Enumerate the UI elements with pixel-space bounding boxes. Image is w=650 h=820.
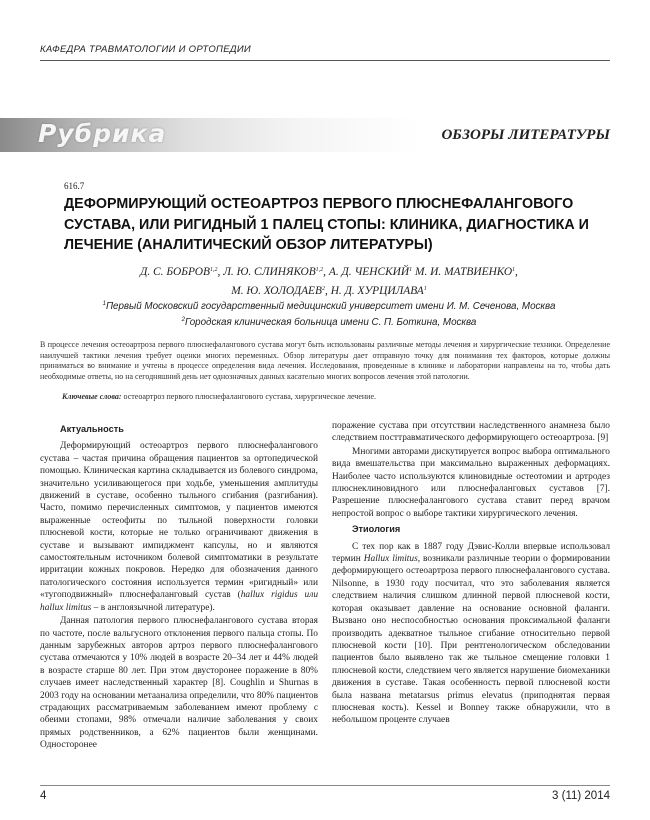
abstract: В процессе лечения остеоартроза первого плюснефалангового сустава могут быть использованы различные методы лечения и хирургические техники. Определение наилучшей тактики лечения требует оценки многих переменных. Обзор литературы дает отправную точку для понимания тех факторов, которые должны приниматься во внимание и учтены в процессе определения вида лечения. Исследования, проведенные в клинике и лаборатории направлены на то, чтобы дать необходимые ответы, но на сегодняшний день нет однозначных данных касательно многих вопросов лечения этой патологии. bbox=[40, 340, 610, 381]
paragraph: С тех пор как в 1887 году Дэвис-Колли впервые использовал термин Hallux limitus, возникали различные теории о формировании деформирующего остеоартроза первого плюснефалангового сустава. Nilsonne, в 1930 году посчитал, что это заболевания является следствием наличия слишком длинной первой плюсневой кости, которая оказывает давление на основание основной фаланги. Вызвано оно неспособностью основания проксимальной фаланги производить адекватное тыльное сгибание относительно первой плюсневой кости [10]. При рентгенологическом обследовании пациентов было выявлено так же тыльное смещение головки 1 плюсневой кости, следствием чего является нарушение биомеханики движения в суставе. Такая особенность первой плюсневой кости была названа metatarsus primus elevatus (приподнятая первая плюсневая кость). Kessel и Bonney также обнаружили, что в небольшом проценте случаев bbox=[332, 541, 610, 726]
author-list bbox=[64, 262, 594, 300]
page-number: 4 bbox=[40, 790, 47, 802]
section-title: ОБЗОРЫ ЛИТЕРАТУРЫ bbox=[441, 127, 610, 143]
header-divider bbox=[40, 60, 610, 61]
author: М. И. МАТВИЕНКО$^1$, bbox=[414, 266, 518, 278]
section-heading-etiology: Этиология bbox=[352, 524, 401, 535]
keywords-label: Ключевые слова: bbox=[62, 392, 122, 401]
left-column bbox=[40, 420, 318, 753]
paragraph: Многими авторами дискутируется вопрос выбора оптимального вида вмешательства при максимально выраженных деформациях. Наиболее часто используются клиновидные остеотомии и артродез плюснеклиновидного или плюснефаланговых суставов [7]. Разрешение плюснефалангового сустава ставит перед врачом непростой вопрос о выборе тактики хирургического лечения. bbox=[332, 446, 610, 519]
paragraph: поражение сустава при отсутствии наследственного анамнеза было следствием посттравматического деформирующего остеоартроза. [9] bbox=[332, 421, 610, 444]
author: Д. С. БОБРОВ$^{1,2}$, bbox=[140, 266, 224, 278]
affiliation: $^1$Первый Московский государственный медицинский университет имени И. М. Сеченова, Москва bbox=[102, 301, 556, 312]
author: Н. Д. ХУРЦИЛАВА$^1$ bbox=[330, 285, 427, 297]
keywords bbox=[62, 392, 602, 403]
paragraph: Данная патология первого плюснефалангового сустава вторая по частоте, после вальгусного отклонения первого пальца стопы. По данным зарубежных авторов артроз первого плюснефалангового сустава отмечаются у 10% людей в возрасте 20–34 лет и 44% людей в возрасте старше 80 лет. При этом двусторонее поражение в 80% случаев имеет наследственный характер [8]. Coughlin и Shurnas в 2003 году на основании метаанализа определили, что 80% пациентов страдающих рассматриваемым заболеванием имеют проблему с обеими стопами, 98% отмечали наличие заболевания у своих прямых родственников, а 62% пациентов были женщинами. Односторонее bbox=[40, 616, 318, 751]
affiliations bbox=[64, 298, 594, 329]
article-title: ДЕФОРМИРУЮЩИЙ ОСТЕОАРТРОЗ ПЕРВОГО ПЛЮСНЕФАЛАНГОВОГО СУСТАВА, ИЛИ РИГИДНЫЙ 1 ПАЛЕЦ СТОПЫ: КЛИНИКА, ДИАГНОСТИКА И ЛЕЧЕНИЕ (АНАЛИТИЧЕСКИЙ ОБЗОР ЛИТЕРАТУРЫ) bbox=[64, 196, 589, 253]
footer-divider bbox=[40, 785, 610, 786]
paragraph: Деформирующий остеоартроз первого плюснефалангового сустава – частая причина обращения пациентов за ортопедической помощью. Клиническая картина складывается из болевого синдрома, значительно усиливающегося при ходьбе, уменьшения амплитуды движений в суставе, особенно тыльного сгибания (разгибания). Часто, помимо перечисленных симптомов, у пациентов имеются выраженные остеофиты по тыльной поверхности головки плюсневой кости, которые не только ограничивают движения в суставе и вызывают импиджмент капсулы, но и являются самостоятельным источником болевой симптоматики в результате ирритации кожных покровов. Нередко для обозначения данного патологического состояния используется термин «ригидный» или «тугоподвижный» плюснефаланговый сустав (hallux rigidus или hallux limitus – в англоязычной литературе). bbox=[40, 441, 319, 613]
section-heading-relevance: Актуальность bbox=[60, 424, 124, 434]
department-header: КАФЕДРА ТРАВМАТОЛОГИИ И ОРТОПЕДИИ bbox=[40, 44, 252, 55]
affiliation: $^2$Городская клиническая больница имени С. П. Боткина, Москва bbox=[181, 316, 477, 328]
rubric-label: Рубрика bbox=[38, 119, 167, 148]
keywords-text: остеоартроз первого плюснефалангового сустава, хирургическое лечение. bbox=[123, 392, 376, 401]
right-column bbox=[332, 420, 610, 728]
author: М. Ю. ХОЛОДАЕВ$^2$, bbox=[231, 285, 331, 297]
author: Л. Ю. СЛИНЯКОВ$^{1,2}$, bbox=[223, 266, 329, 278]
udc-code: 616.7 bbox=[64, 181, 85, 191]
issue-number: 3 (11) 2014 bbox=[552, 790, 610, 802]
author: А. Д. ЧЕНСКИЙ$^1$ bbox=[328, 266, 413, 278]
